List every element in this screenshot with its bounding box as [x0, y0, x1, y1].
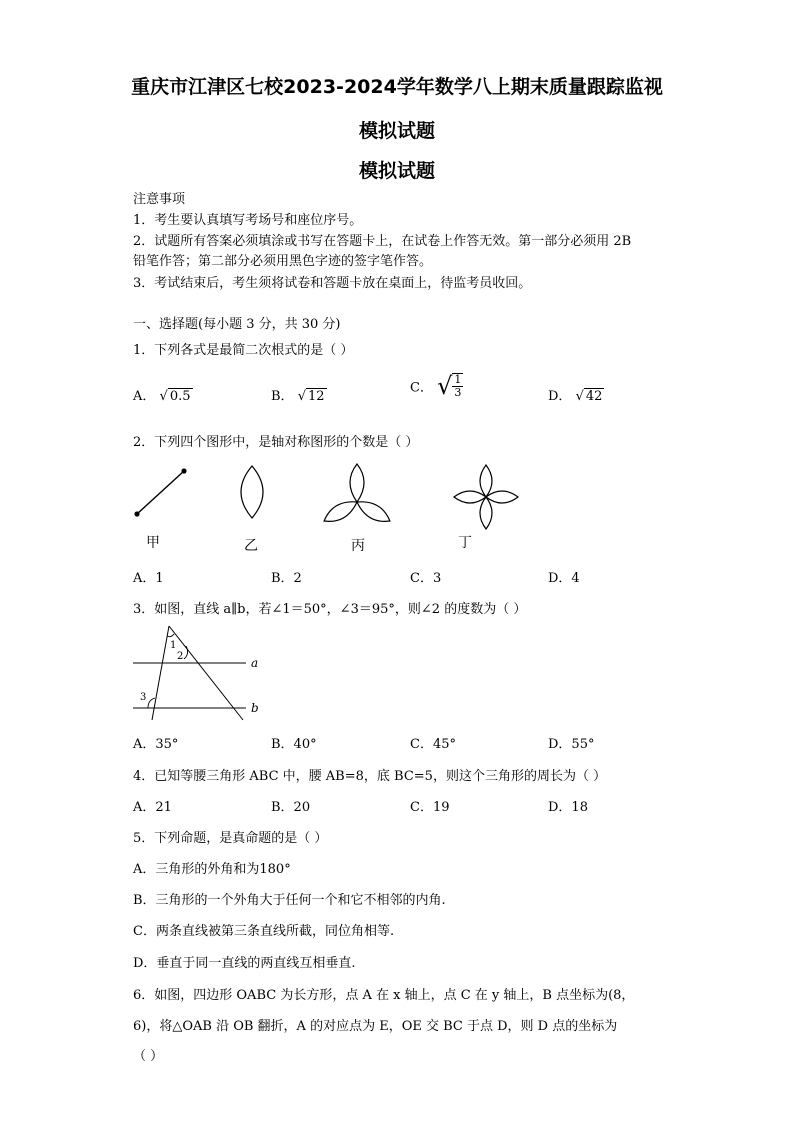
q1-option-c-denominator: 3: [454, 386, 462, 399]
q4-option-b: B．20: [271, 800, 311, 815]
exam-title-line1: 重庆市江津区七校2023-2024学年数学八上期末质量跟踪监视: [131, 76, 663, 98]
note-item-2a: 2．试题所有答案必须填涂或书写在答题卡上，在试卷上作答无效。第一部分必须用 2B: [133, 234, 632, 249]
figure-lens: [241, 466, 263, 518]
transversal-left: [152, 626, 169, 720]
sqrt-icon: √: [159, 389, 168, 404]
q2-figure-label-yi: 乙: [244, 538, 258, 554]
sqrt-icon: √: [437, 372, 453, 400]
q2-figure-label-bing: 丙: [351, 538, 365, 554]
q2-option-c: C．3: [410, 571, 442, 586]
q2-option-d: D．4: [548, 571, 580, 586]
exam-title-line3: 模拟试题: [358, 160, 435, 182]
line-label-a: a: [251, 656, 259, 670]
q1-option-c-fraction: [452, 373, 463, 399]
q3-option-a: A．35°: [133, 737, 179, 752]
q1-option-a-value: 0.5: [169, 389, 191, 404]
q6-answer-blank: （ ）: [133, 1049, 164, 1064]
q3-option-b: B．40°: [271, 737, 317, 752]
q1-option-c-label: C．: [410, 380, 433, 396]
angle-label-2: 2: [177, 651, 184, 662]
q1-option-b-label: B．: [271, 389, 294, 404]
q4-stem: 4．已知等腰三角形 ABC 中，腰 AB=8，底 BC=5，则这个三角形的周长为（ ）: [133, 769, 607, 784]
figure-four-petals: [454, 465, 518, 529]
q2-figures: [125, 462, 545, 532]
q2-figure-label-ding: 丁: [458, 535, 472, 551]
q1-option-d: [548, 385, 604, 404]
line-label-b: b: [251, 701, 259, 715]
note-item-1: 1．考生要认真填写考场号和座位序号。: [133, 213, 363, 228]
q4-option-a: A．21: [133, 800, 172, 815]
angle-label-3: 3: [140, 692, 147, 703]
sqrt-icon: √: [575, 389, 584, 404]
q5-option-d: D．垂直于同一直线的两直线互相垂直.: [133, 956, 356, 971]
q2-figure-label-jia: 甲: [146, 535, 160, 551]
q1-option-d-value: 42: [585, 389, 603, 404]
q5-option-c: C．两条直线被第三条直线所截，同位角相等.: [133, 924, 395, 939]
q5-option-b: B．三角形的一个外角大于任何一个和它不相邻的内角.: [133, 893, 446, 908]
figure-segment: [134, 468, 186, 516]
q3-figure: [128, 620, 268, 724]
q1-option-b: [271, 385, 327, 404]
q1-option-d-label: D．: [548, 389, 572, 404]
q3-stem: 3．如图，直线 a∥b，若∠1＝50°，∠3＝95°，则∠2 的度数为（ ）: [133, 602, 527, 617]
q1-option-a: [133, 385, 193, 404]
q1-option-b-value: 12: [308, 389, 325, 404]
note-item-2b: 铅笔作答；第二部分必须用黑色字迹的签字笔作答。: [133, 254, 433, 269]
exam-title-line2: 模拟试题: [358, 120, 435, 142]
q5-stem: 5．下列命题，是真命题的是（ ）: [133, 831, 328, 846]
q1-stem: 1．下列各式是最简二次根式的是（ ）: [133, 343, 354, 358]
angle-label-1: 1: [170, 640, 177, 651]
q2-stem: 2．下列四个图形中，是轴对称图形的个数是（ ）: [133, 435, 419, 450]
q6-stem-line2: 6)，将△OAB 沿 OB 翻折，A 的对应点为 E，OE 交 BC 于点 D，则 D 点的坐标为: [133, 1019, 618, 1034]
q5-option-a: A．三角形的外角和为180°: [133, 862, 291, 877]
q1-option-c-numerator: 1: [454, 373, 462, 386]
q2-option-b: B．2: [271, 571, 302, 586]
figure-three-petals: [321, 464, 394, 527]
q1-option-c: [410, 372, 463, 400]
notes-heading: 注意事项: [133, 192, 186, 207]
angle-1-arc: [167, 634, 174, 637]
q3-option-d: D．55°: [548, 737, 595, 752]
q4-option-d: D．18: [548, 800, 588, 815]
sqrt-icon: √: [297, 389, 306, 404]
q3-option-c: C．45°: [410, 737, 456, 752]
q1-option-a-label: A．: [133, 389, 156, 404]
section-heading: 一、选择题(每小题 3 分，共 30 分): [133, 317, 341, 332]
transversal-right: [169, 626, 243, 720]
note-item-3: 3．考试结束后，考生须将试卷和答题卡放在桌面上，待监考员收回。: [133, 276, 532, 291]
q2-option-a: A．1: [133, 571, 164, 586]
q6-stem-line1: 6．如图，四边形 OABC 为长方形，点 A 在 x 轴上，点 C 在 y 轴上，B 点坐标为(8，: [133, 988, 635, 1003]
q4-option-c: C．19: [410, 800, 450, 815]
